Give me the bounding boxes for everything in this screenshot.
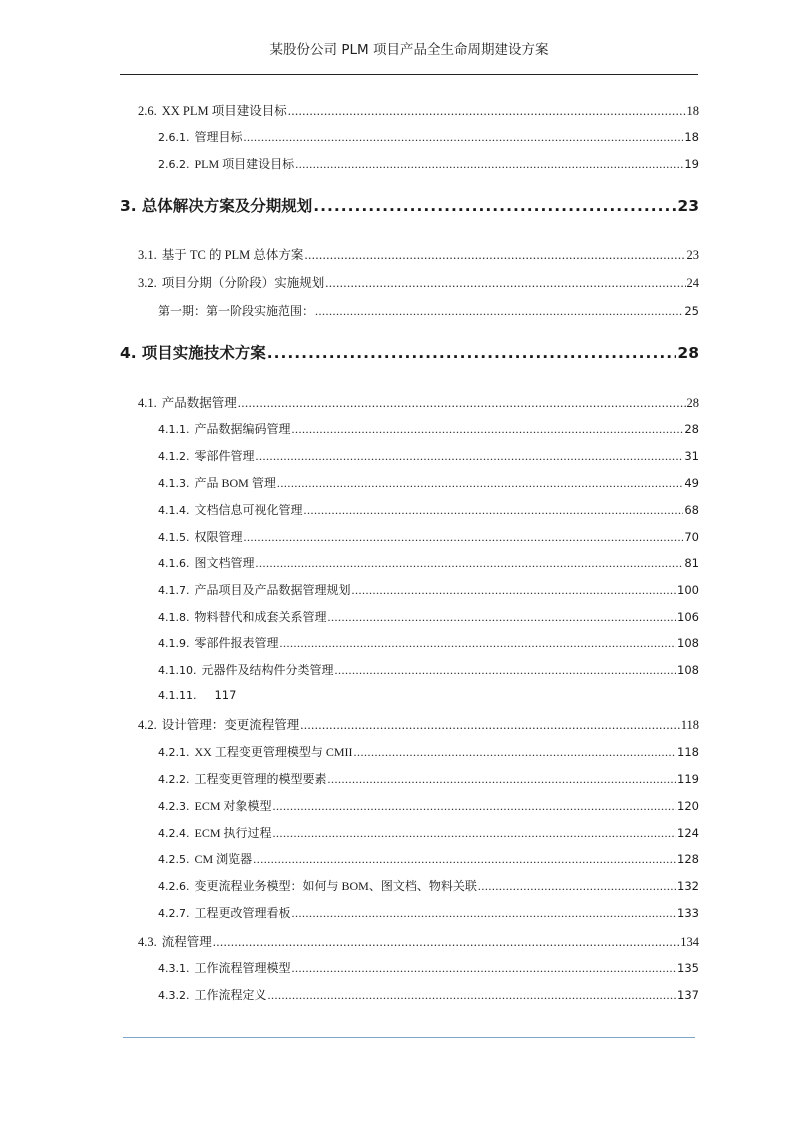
- toc-entry[interactable]: [158, 528, 699, 545]
- toc-entry-page: 132: [677, 879, 699, 893]
- toc-entry-number: 3.: [120, 197, 137, 215]
- toc-dot-leader: [328, 772, 677, 787]
- toc-entry-number: 4.2.6.: [158, 880, 190, 893]
- toc-entry-page: 18: [684, 130, 699, 144]
- toc-entry-title: CM 浏览器: [194, 852, 253, 866]
- toc-entry-number: 4.3.: [138, 935, 157, 949]
- toc-dot-leader: [238, 396, 686, 411]
- toc-entry-number: 4.1.1.: [158, 423, 190, 436]
- toc-dot-leader: [253, 852, 676, 867]
- toc-entry[interactable]: [158, 608, 699, 625]
- toc-entry-page: 23: [686, 248, 699, 262]
- toc-entry-title: 项目分期（分阶段）实施规划: [161, 276, 325, 290]
- toc-entry-page: 100: [677, 583, 699, 597]
- toc-dot-leader: [304, 503, 684, 518]
- toc-entry[interactable]: [158, 959, 699, 976]
- toc-dot-leader: [335, 663, 677, 678]
- toc-entry-number: 4.1.10.: [158, 664, 197, 677]
- toc-dot-leader: [292, 422, 684, 437]
- toc-entry-number: 4.2.1.: [158, 746, 190, 759]
- toc-entry[interactable]: [158, 986, 699, 1003]
- toc-entry-number: 3.2.: [138, 276, 157, 290]
- toc-entry-title: 权限管理: [194, 530, 243, 544]
- toc-entry-page: 137: [677, 988, 699, 1002]
- toc-dot-leader: [292, 961, 677, 976]
- toc-entry[interactable]: [158, 770, 699, 787]
- toc-entry-page: 18: [686, 104, 699, 118]
- toc-entry-title: 图文档管理: [194, 556, 255, 570]
- toc-entry-number: 4.2.5.: [158, 853, 190, 866]
- toc-entry-page: 81: [684, 556, 699, 570]
- toc-entry-number: 4.1.9.: [158, 637, 190, 650]
- toc-entry-title: 零部件管理: [194, 449, 255, 463]
- toc-entry[interactable]: [138, 273, 699, 291]
- toc-entry[interactable]: [158, 420, 699, 437]
- toc-entry-number: 4.1.3.: [158, 477, 190, 490]
- toc-entry-page: 28: [686, 396, 699, 410]
- toc-dot-leader: [352, 583, 677, 598]
- toc-entry-title: 产品数据编码管理: [194, 422, 291, 436]
- page-header-title: 某股份公司 PLM 项目产品全生命周期建设方案: [269, 42, 549, 58]
- toc-entry-title: XX PLM 项目建设目标: [161, 104, 287, 118]
- toc-entry[interactable]: [158, 850, 699, 867]
- toc-entry-number: 4.2.7.: [158, 907, 190, 920]
- toc-dot-leader: [328, 610, 677, 625]
- toc-dot-leader: [256, 449, 684, 464]
- toc-entry-title: 产品 BOM 管理: [194, 476, 276, 490]
- toc-entry-number: 4.1.2.: [158, 450, 190, 463]
- toc-entry[interactable]: [158, 877, 699, 894]
- toc-dot-leader: [213, 935, 679, 950]
- toc-entry-title: 产品数据管理: [161, 396, 237, 410]
- toc-entry-page: 108: [677, 663, 699, 677]
- toc-dot-leader: [315, 304, 683, 319]
- footer-rule: [123, 1037, 695, 1038]
- toc-entry-number: 4.2.: [138, 718, 157, 732]
- toc-entry-number: 3.1.: [138, 248, 157, 262]
- toc-entry-title: 流程管理: [161, 935, 212, 949]
- toc-entry-number: 4.1.4.: [158, 504, 190, 517]
- toc-entry-page: 118: [680, 718, 699, 732]
- toc-entry[interactable]: [120, 194, 699, 216]
- toc-entry-page: 118: [677, 745, 699, 759]
- toc-entry-page: 70: [684, 530, 699, 544]
- toc-entry-page: 134: [680, 935, 699, 949]
- toc-dot-leader: [244, 130, 684, 145]
- toc-dot-leader: [325, 276, 685, 291]
- toc-dot-leader: [295, 157, 683, 172]
- toc-entry[interactable]: [158, 824, 699, 841]
- toc-entry-title: 物料替代和成套关系管理: [194, 610, 327, 624]
- toc-entry-number: 4.: [120, 344, 137, 362]
- toc-entry-number: 2.6.: [138, 104, 157, 118]
- toc-dot-leader: [256, 556, 684, 571]
- toc-entry-title: 变更流程业务模型：如何与 BOM、图文档、物料关联: [194, 879, 477, 893]
- toc-dot-leader: [273, 826, 677, 841]
- toc-entry-page: 135: [677, 961, 699, 975]
- toc-entry-page: 24: [686, 276, 699, 290]
- toc-entry[interactable]: [158, 743, 699, 760]
- toc-entry[interactable]: [158, 302, 699, 319]
- toc-entry-page: 68: [684, 503, 699, 517]
- toc-entry-number: 4.2.2.: [158, 773, 190, 786]
- toc-entry[interactable]: [158, 155, 699, 172]
- toc-entry[interactable]: [158, 128, 699, 145]
- toc-entry[interactable]: [138, 932, 699, 950]
- toc-entry-title: 工作流程定义: [194, 988, 267, 1002]
- toc-entry[interactable]: [158, 688, 699, 702]
- toc-entry[interactable]: [158, 904, 699, 921]
- toc-dot-leader: [288, 104, 686, 119]
- toc-entry-title: 工程变更管理的模型要素: [194, 772, 327, 786]
- toc-entry-title: 工程更改管理看板: [194, 906, 291, 920]
- toc-dot-leader: [292, 906, 677, 921]
- toc-entry-number: 4.1.11.: [158, 689, 197, 702]
- toc-entry[interactable]: [120, 341, 699, 363]
- toc-entry-number: 4.2.4.: [158, 827, 190, 840]
- toc-entry[interactable]: [158, 634, 699, 651]
- toc-entry-number: 2.6.1.: [158, 131, 190, 144]
- toc-entry-number: 4.1.5.: [158, 531, 190, 544]
- toc-entry-page: 23: [677, 197, 699, 215]
- toc-entry-page: 117: [214, 688, 237, 702]
- toc-entry[interactable]: [158, 501, 699, 518]
- toc-entry-number: 4.1.6.: [158, 557, 190, 570]
- toc-entry-title: 零部件报表管理: [194, 636, 279, 650]
- toc-entry[interactable]: [138, 393, 699, 411]
- toc-dot-leader: [277, 476, 684, 491]
- toc-entry-title: 工作流程管理模型: [194, 961, 291, 975]
- toc-dot-leader: [273, 799, 677, 814]
- toc-entry-page: 119: [677, 772, 699, 786]
- toc-entry-number: 2.6.2.: [158, 158, 190, 171]
- toc-dot-leader: [267, 344, 677, 362]
- toc-dot-leader: [280, 636, 677, 651]
- toc-entry-title: 文档信息可视化管理: [194, 503, 303, 517]
- toc-entry-title: 管理目标: [194, 130, 243, 144]
- toc-entry-page: 28: [684, 422, 699, 436]
- toc-entry-page: 28: [677, 344, 699, 362]
- toc-entry-number: 4.1.: [138, 396, 157, 410]
- toc-entry-title: 元器件及结构件分类管理: [201, 663, 334, 677]
- toc-entry-number: 4.3.1.: [158, 962, 190, 975]
- toc-entry[interactable]: [158, 797, 699, 814]
- toc-entry-page: 128: [677, 852, 699, 866]
- toc-entry-title: 总体解决方案及分期规划: [141, 197, 313, 215]
- toc-entry-number: 4.3.2.: [158, 989, 190, 1002]
- toc-entry-page: 124: [677, 826, 699, 840]
- toc-entry-page: 106: [677, 610, 699, 624]
- toc-entry-page: 19: [684, 157, 699, 171]
- toc-dot-leader: [478, 879, 676, 894]
- toc-dot-leader: [354, 745, 677, 760]
- toc-entry-title: 第一期：第一阶段实施范围：: [158, 304, 315, 318]
- toc-entry[interactable]: [138, 101, 699, 119]
- toc-entry-title: 设计管理：变更流程管理: [161, 718, 300, 732]
- toc-entry-title: ECM 执行过程: [194, 826, 272, 840]
- toc-entry-title: 基于 TC 的 PLM 总体方案: [161, 248, 304, 262]
- toc-entry-title: XX 工程变更管理模型与 CMII: [194, 745, 353, 759]
- toc-entry-page: 120: [677, 799, 699, 813]
- toc-dot-leader: [304, 248, 685, 263]
- toc-entry[interactable]: [158, 581, 699, 598]
- toc-entry[interactable]: [158, 554, 699, 571]
- toc-entry[interactable]: [138, 245, 699, 263]
- toc-entry-number: 4.2.3.: [158, 800, 190, 813]
- toc-dot-leader: [244, 530, 684, 545]
- toc-dot-leader: [300, 718, 679, 733]
- toc-entry-title: PLM 项目建设目标: [194, 157, 295, 171]
- toc-entry[interactable]: [138, 715, 699, 733]
- toc-dot-leader: [268, 988, 677, 1003]
- toc-dot-leader: [313, 197, 676, 215]
- toc-entry[interactable]: [158, 447, 699, 464]
- toc-entry-page: 108: [677, 636, 699, 650]
- toc-entry[interactable]: [158, 474, 699, 491]
- toc-entry-number: 4.1.8.: [158, 611, 190, 624]
- toc-entry-page: 25: [684, 304, 699, 318]
- toc-entry-title: 产品项目及产品数据管理规划: [194, 583, 351, 597]
- toc-entry-page: 133: [677, 906, 699, 920]
- toc-entry-page: 49: [684, 476, 699, 490]
- toc-entry-page: 31: [684, 449, 699, 463]
- toc-entry-title: ECM 对象模型: [194, 799, 272, 813]
- toc-entry-title: 项目实施技术方案: [141, 344, 266, 362]
- toc-entry-number: 4.1.7.: [158, 584, 190, 597]
- toc-entry[interactable]: [158, 661, 699, 678]
